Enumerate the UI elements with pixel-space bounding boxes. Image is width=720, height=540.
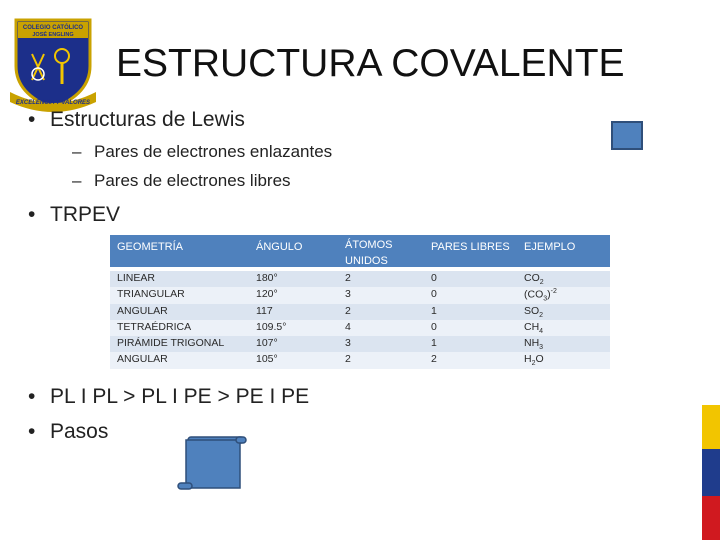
bullet-dot: •: [28, 108, 36, 131]
bullet-trpev: [28, 203, 120, 227]
cell-geometry: LINEAR: [117, 272, 155, 284]
table-body: [110, 271, 610, 369]
stripe-red: [702, 496, 720, 540]
sub-bullet-text: Pares de electrones libres: [94, 171, 291, 190]
cell-lone-pairs: 0: [431, 272, 437, 284]
cell-example: [524, 337, 543, 351]
header-atoms-line2: UNIDOS: [345, 255, 388, 267]
formula-sub: 3: [539, 344, 544, 352]
table-row: [110, 336, 610, 352]
table-row: [110, 271, 610, 287]
cell-geometry: ANGULAR: [117, 304, 168, 317]
cell-example: [524, 321, 543, 335]
formula-base: CO: [524, 272, 540, 284]
cell-geometry: PIRÁMIDE TRIGONAL: [117, 337, 225, 350]
bullet-dot: •: [28, 420, 36, 443]
cell-angle: 180°: [256, 272, 278, 284]
table-row: [110, 352, 610, 368]
cell-atoms: 2: [345, 304, 351, 317]
table-row: [110, 287, 610, 303]
header-lone-pairs: PARES LIBRES: [431, 241, 510, 253]
cell-geometry: TETRAÉDRICA: [117, 320, 192, 333]
cell-example: [524, 288, 557, 303]
bullet-pasos: [28, 420, 108, 444]
formula-base: O: [535, 353, 544, 366]
stripe-yellow: [702, 405, 720, 449]
sub-bullet-lone-pairs: [72, 171, 291, 191]
cell-angle: 105°: [256, 353, 278, 366]
formula-base: SO: [524, 304, 540, 317]
cell-lone-pairs: 1: [431, 304, 437, 317]
table-row: [110, 320, 610, 336]
formula-sub: 2: [539, 279, 544, 287]
table-header-row: [110, 235, 610, 267]
slide-title: ESTRUCTURA COVALENTE: [116, 42, 625, 85]
cell-angle: 107°: [256, 337, 278, 350]
bullet-trpev-text: TRPEV: [50, 203, 121, 226]
cell-atoms: 3: [345, 288, 351, 301]
cell-atoms: 4: [345, 320, 351, 333]
school-crest-logo: [10, 14, 96, 112]
formula-base: NH: [524, 337, 540, 350]
logo-sub-text: JOSÉ ENGLING: [32, 32, 74, 38]
cell-geometry: TRIANGULAR: [117, 288, 185, 301]
formula-charge: -2: [550, 288, 557, 296]
header-angle: ÁNGULO: [256, 241, 303, 253]
bullet-lewis: [28, 108, 245, 132]
header-atoms: [345, 237, 392, 269]
formula-base: (CO: [524, 288, 544, 301]
geometry-table: [110, 235, 610, 369]
formula-base: CH: [524, 320, 540, 333]
sub-bullet-text: Pares de electrones enlazantes: [94, 142, 333, 161]
dash-marker: –: [72, 171, 82, 190]
bullet-dot: •: [28, 203, 36, 226]
formula-sub: 2: [539, 311, 544, 319]
header-geometry: GEOMETRÍA: [117, 241, 184, 253]
formula-sub: 2: [531, 360, 536, 368]
cell-angle: 120°: [256, 288, 278, 301]
header-example: EJEMPLO: [524, 241, 576, 253]
dash-marker: –: [72, 142, 82, 161]
cell-lone-pairs: 0: [431, 288, 437, 301]
formula-close: ): [547, 288, 551, 301]
bullet-lewis-text: Estructuras de Lewis: [50, 108, 245, 131]
table-row: [110, 304, 610, 320]
formula-sub: 3: [543, 295, 548, 303]
cell-geometry: ANGULAR: [117, 353, 168, 366]
sub-bullet-bonding-pairs: [72, 142, 332, 162]
cell-lone-pairs: 1: [431, 337, 437, 350]
formula-base: H: [524, 353, 532, 366]
cell-angle: 117: [256, 304, 273, 317]
scroll-icon[interactable]: [176, 433, 248, 493]
bullet-pasos-text: Pasos: [50, 420, 109, 443]
cell-example: [524, 305, 543, 319]
cell-lone-pairs: 2: [431, 353, 437, 366]
header-atoms-line1: ÁTOMOS: [345, 239, 393, 251]
formula-sub: 4: [539, 327, 544, 335]
cell-atoms: 2: [345, 353, 351, 366]
cell-atoms: 3: [345, 337, 351, 350]
bullet-comparison: [28, 385, 309, 409]
logo-top-text: COLEGIO CATÓLICO: [22, 25, 84, 31]
stripe-blue: [702, 449, 720, 496]
cell-example: [524, 353, 544, 367]
cell-example: [524, 272, 544, 286]
action-button[interactable]: [611, 121, 643, 150]
cell-atoms: 2: [345, 272, 351, 284]
cell-lone-pairs: 0: [431, 320, 437, 333]
bullet-dot: •: [28, 385, 36, 408]
cell-angle: 109.5°: [256, 320, 287, 333]
logo-ribbon-text: EXCELENCIA Y VALORES: [15, 100, 91, 106]
bullet-comparison-text: PL I PL > PL I PE > PE I PE: [50, 385, 310, 408]
